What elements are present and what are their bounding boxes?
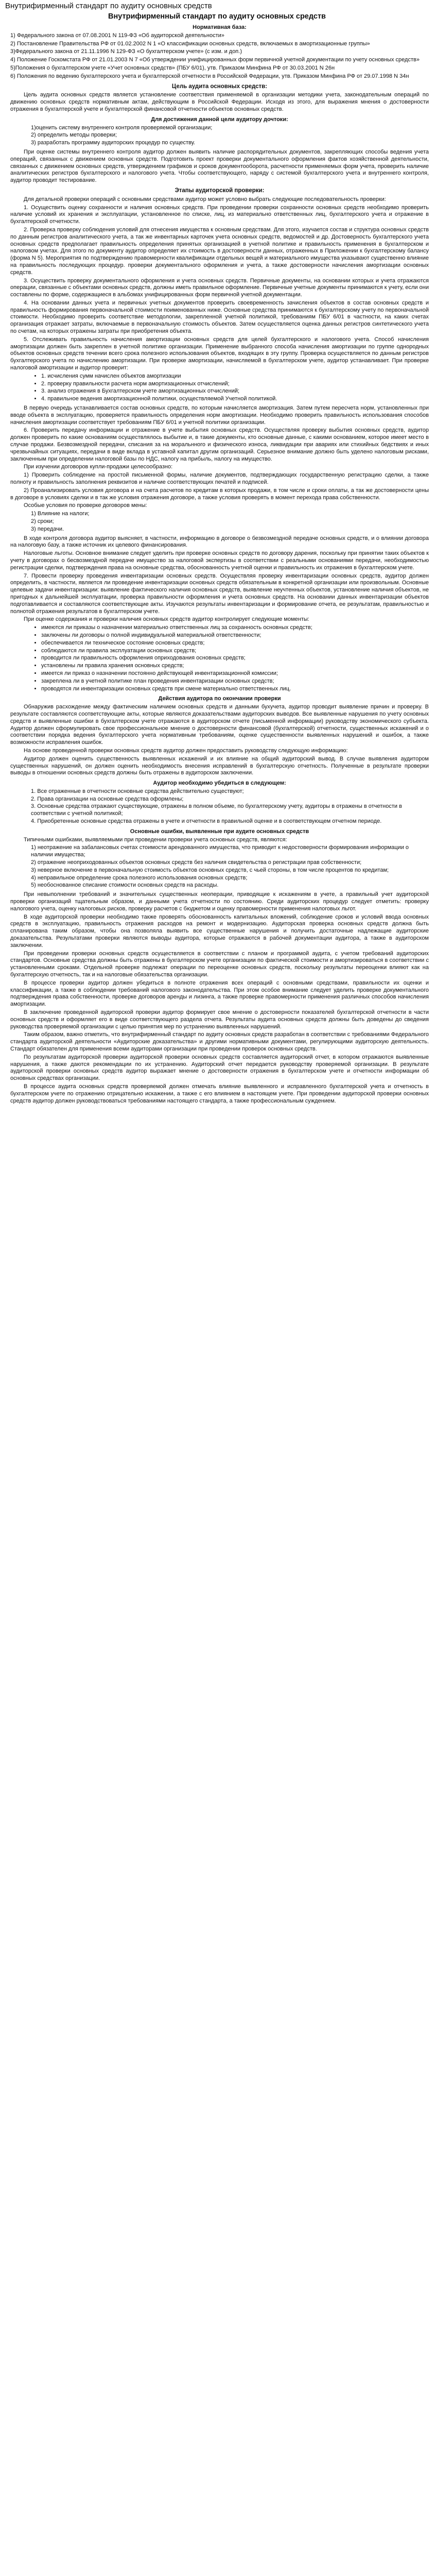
stage-bullet: • 4. правильное ведения амортизационной политики, осуществляемой Учетной политикой. bbox=[41, 396, 429, 403]
stage-paragraph: В первую очередь устанавливается состав основных средств, по которым начисляется амортизация. Затем путем пересчета норм, установленных при вводе объекта в эксплуатацию, проверяется правильность определения норм амортизации. Необходимо проверить правильность использования способов начисления амортизации соответствует требованиям ПБУ 6/01 и учетной политики организации. bbox=[10, 405, 429, 426]
errors-paragraph: В заключение проведенной аудиторской проверки аудитор формирует свое мнение о достоверности показателей бухгалтерской отчетности в части основных средств и оформляет его в виде соответствующего раздела отчета. Результаты аудита основных средств должны быть доведены до сведения руководства проверяемой организации с целью принятия мер по устранению выявленных нарушений. bbox=[10, 1009, 429, 1030]
inventory-bullet: • закреплена ли в учетной политике план проведения инвентаризации основных средств; bbox=[41, 678, 429, 685]
task-item: 3) разработать программу аудиторских процедур по существу. bbox=[31, 140, 196, 146]
page bbox=[0, 1, 436, 1111]
tasks-heading: Для достижения данной цели аудитору дочтоки: bbox=[151, 116, 288, 123]
exchange-paragraph: 7. Провести проверку проведения инвентаризации основных средств. Осуществляя проверку инвентаризации основных средств, аудитор должен определить, в частности, является ли проведение инвентаризации основных средств обязательным в конкретной организации или произвольным. Основные целевые задачи инвентаризации: выявление фактического наличия основных средств, выявление неучтенных объектов, установление наличия объектов, не пригодных к дальнейшей эксплуатации, проверка правильности оформления и учета основных средств. На основании данных инвентаризации объектов подготавливается и составляются соответствующие акты. Изучаются результаты инвентаризации и формирование отчета, ее результатам, правильностью и полнотой отражения результатов в бухгалтерском учете. bbox=[10, 572, 429, 615]
normative-item: 5)Положения о бухгалтерском учете «Учет основных средств» (ПБУ 6/01), утв. Приказом Минфина РФ от 30.03.2001 N 26н bbox=[10, 64, 335, 71]
tasks-list bbox=[31, 125, 429, 147]
stage-bullet: • 3. анализ отражения в Бухгалтерском учете амортизационных отчислений; bbox=[41, 388, 429, 395]
stage-paragraph: При изучении договоров купли-продажи целесообразно: bbox=[24, 464, 173, 470]
normative-item: 4) Положение Госкомстата РФ от 21.01.2003 N 7 «Об утверждении унифицированных форм первичной учетной документации по учету основных средств» bbox=[10, 57, 420, 63]
errors-paragraph: В процессе проверки аудитор должен убедиться в полноте отражения всех операций с основными средствами, правильности их оценки и классификации, а также в соблюдении требований налогового законодательства. При этом особое внимание следует уделить проверке документального подтверждения права собственности, проверке договоров аренды и лизинга, а также проверке правомерности применения различных способов начисления амортизации. bbox=[10, 979, 429, 1008]
auditor-item: 3. Основные средства отражают существующие, отражены в полном объеме, по бухгалтерскому учету, аудиторы в отражены в отчетности в соответствии с учетной политикой; bbox=[31, 803, 402, 817]
exchange-paragraph: При оценке содержания и проверки наличия основных средств аудитор контролирует следующие моменты: bbox=[24, 616, 309, 623]
errors-intro: Типичными ошибками, выявляемыми при проведении проверки учета основных средств, являются: bbox=[24, 836, 287, 843]
exchange-paragraph: В ходе контроля договора аудитор выясняет, в частности, информацию в договоре о безвозмездной передаче основных средств, и о влиянии договора на налоговую базу, а также источник их целевого финансирования. bbox=[10, 535, 429, 549]
error-item: 4) неправильное определение срока полезного использования основных средств; bbox=[31, 874, 248, 881]
errors-paragraph: При проведении проверки основных средств осуществляется в соответствии с планом и программой аудита, с учетом требований аудиторских стандартов. Основные средства должны быть отражены в бухгалтерском учете организации по фактической стоимости и амортизироваться в соответствии с установленными сроками. Отдельной проверке подлежат операции по переоценке основных средств, поскольку результаты переоценки влияют как на бухгалтерскую отчетность, так и на налоговые обязательства организации. bbox=[10, 950, 429, 978]
final-paragraph: По результатам аудиторской проверки аудиторской проверки основных средств составляется аудиторский отчет, в котором отражаются выявленные нарушения, а также даются рекомендации по их устранению. Аудиторский отчет передается руководству проверяемой организации. В результате аудиторской проверки основных средств аудитор выражает мнение о достоверности отражения в бухгалтерском учете и отчетности информации об основных средствах организации. bbox=[10, 1054, 429, 1082]
errors-list bbox=[31, 844, 429, 889]
task-item: 1)оценить систему внутреннего контроля проверяемой организации; bbox=[31, 124, 213, 131]
stage-paragraph: 2. Проверка проверку соблюдения условий для отнесения имущества к основным средствам. Для этого, изучается состав и структура основных средств по данным регистров аналитического учета, а так же инвентарных карточек учета основных средств, ведомостей и др. Достоверность бухгалтерского учета основных средств предполагает правильность определения принятых организацией в учетной политике и правильность применения в бухгалтерском и налоговом учетах. Для этого по документу аудитор определяет их стоимость в достоверности данных, отраженных в Приложении к бухгалтерскому балансу (форма N 5). Мероприятия по подтверждению правомерности квалификации отдельных вещей и материального имущества указывают существенно влияние на правильность последующих процедур. проверки документального оформления и учета, а также достоверности начисления амортизации основных средств. bbox=[10, 226, 429, 276]
auditor-list bbox=[31, 788, 429, 825]
final-paragraph: Таким образом, важно отметить, что внутрифирменный стандарт по аудиту основных средств разработан в соответствии с требованиями Федерального стандарта аудиторской деятельности «Аудиторские доказательства» и другими нормативными документами, регулирующими аудиторскую деятельность. Стандарт обязателен для применения всеми аудиторами организации при проведении проверок основных средств. bbox=[10, 1031, 429, 1052]
inventory-bullet: • имеется ли приказ о назначении постоянно действующей инвентаризационной комиссии; bbox=[41, 670, 429, 677]
tasks-paragraph: При оценке системы внутреннего контроля аудитор должен выявить наличие распорядительных документов, закрепляющих способы ведения учета операций, связанных с движением основных средств. Подготовить проект проверки документального оформления фактов хозяйственной деятельности, связанных с движением основных средств, утверждением графиков и сроков документооборота, расчетности применяемых форм учета, проверить наличие аналитических регистров бухгалтерского и налогового учета. Чтобы соответствующего, наряду с системой бухгалтерского учета и внутреннего контроля, аудитор проводит тестирование. bbox=[10, 148, 429, 184]
stage-bullet: • 2. проверку правильности расчета норм амортизационных отчислений; bbox=[41, 381, 429, 388]
auditor-heading: Аудитор необходимо убедиться в следующем: bbox=[153, 780, 286, 787]
errors-paragraph: При невыполнении требований и значительных существенных неоперации, приводящие к искажениям в учете, а правильный учет аудиторской проверки организаций тщательным образом, и данными учета отчетности по состоянию. Среди аудиторских процедур следует отметить: проверку налогового учета, оценку налоговых рисков, проверку расчетов с бюджетом и оценку правомерности применения налоговых льгот. bbox=[10, 891, 429, 912]
error-item: 2) отражение неоприходованных объектов основных средств без наличия свидетельства о регистрации прав собственности; bbox=[31, 859, 362, 866]
doubtful-section bbox=[10, 704, 429, 777]
errors-section bbox=[10, 891, 429, 1030]
final-paragraph: В процессе аудита основных средств проверяемой должен отмечать влияние выявленного и исправленного бухгалтерской учета и отчетность в бухгалтерском учете по отражению отрицательно искажении, а также с его влиянием в настоящем учете. При проведении аудиторской проверки основных средств аудитор должен руководствоваться требованиями настоящего стандарта, а также профессиональным суждением. bbox=[10, 1083, 429, 1104]
document-title: Внутрифирменный стандарт по аудиту основных средств bbox=[108, 12, 326, 21]
stages-section-2 bbox=[10, 405, 429, 510]
normative-list bbox=[10, 32, 429, 80]
normative-item: 3)Федерального закона от 21.11.1996 N 129-ФЗ «О бухгалтерском учете» (с изм. и доп.) bbox=[10, 48, 242, 55]
stage-paragraph: 3. Осуществить проверку документального оформления и учета основных средств. Первичные документы, на основании которых и учета отражаются операции, связанные с объектами основных средств, должны иметь правильное оформление. Первичные учетные документы принимаются к учету, если они составлены по форме, содержащиеся в альбомах унифицированных форм первичной учетной документации. bbox=[10, 277, 429, 298]
exchange-section bbox=[10, 535, 429, 624]
stage-paragraph: 6. Проверить передачу информации и отражение в учете выбытия основных средств. Осуществляя проверку выбытия основных средств, аудитор должен проверить по какие основаниям осуществлялось выбытие и, в такие документы, кто основные данные, с какими основанием, которое имеет место в случае продажи. Безвозмездной передачи, списания за на моральнного и физического износа, ликвидации при авариях или стихийных бедствиях и иных чрезвычайных ситуациях, передачи в виде вклада в уставной капитал другим организаций. Серьезное внимание должно быть уделено налоговым рисками, заключенным при определении налоговой базы по НДС, налогу на прибыль, налогу на имущество. bbox=[10, 427, 429, 462]
task-item: 2) определить методы проверки; bbox=[31, 132, 117, 139]
errors-heading: Основные ошибки, выявленные при аудите основных средств bbox=[130, 828, 309, 835]
error-item: 5) необоснованное списание стоимости основных средств на расходы. bbox=[31, 882, 219, 889]
stages-section bbox=[10, 196, 429, 372]
stage-paragraph: 5. Отслеживать правильность начисления амортизации основных средств для целей бухгалтерского и налогового учета. Способ начисления амортизации должен быть закреплен в учетной политике организации. Применение выбранного способа начисления амортизации по группе однородных объектов основных средств течении всего срока полезного использования объектов, входящих в эту группу. Проверка осуществляется по данным регистров бухгалтерского учета по начислению амортизации. При проверке амортизации, начисляемой в бухгалтерском учете, аудитор устанавливает. При проверке налоговой амортизации и аудитор проверит: bbox=[10, 336, 429, 371]
normative-item: 1) Федерального закона от 07.08.2001 N 119-ФЗ «Об аудиторской деятельности» bbox=[10, 32, 224, 39]
auditor-item: 2. Права организации на основные средства оформлены; bbox=[31, 795, 184, 802]
errors-paragraph: В ходе аудиторской проверки необходимо также проверять обоснованность капитальных вложений, соблюдение сроков и условий ввода основных средств в эксплуатацию, правильность отражения расходов на ремонт и модернизацию. Аудиторская проверка основных средств должна быть спланирована таким образом, чтобы она позволяла выявить все существенные нарушения и получить достаточные надлежащие аудиторские доказательства. Результатами проверки являются выводы аудитора, которые отражаются в рабочей документации аудитора, а также в аудиторском заключении. bbox=[10, 913, 429, 948]
stage-bullet: • 1. исчисления сумм начислен объектов амортизации bbox=[41, 373, 429, 380]
error-item: 3) неверное включение в первоначальную стоимость объектов основных средств, с чьей стороны, в том числе процентов по кредитам; bbox=[31, 867, 389, 873]
stage-paragraph: Особые условия по проверке договоров мены: bbox=[24, 502, 147, 509]
exchange-paragraph: Налоговые льготы. Основное внимание следует уделить при проверке основных средств по договору дарения, поскольку при принятии таких объектов к учету в договорах о бесвозмездной передаче имущество за налоговой экспертизы в соответствии с реальными основаниями передачи, необходимостью регистрации сделки, подтверждения права на основные средства, обоснованность учетной оценки и правильность их отражения в бухгалтерском учете. bbox=[10, 550, 429, 571]
inventory-bullet: • заключены ли договоры о полной индивидуальной материальной ответственности; bbox=[41, 632, 429, 639]
error-item: 1) неотражение на забалансовых счетах стоимости арендованного имущества, что приводит к недостоверности формирования информации о наличии имущества; bbox=[31, 844, 409, 858]
stages-heading: Этапы аудиторской проверки: bbox=[175, 187, 265, 194]
exchange-list bbox=[31, 511, 429, 533]
doubtful-paragraph: Аудитор должен оценить существенность выявленных искажений и их влияние на общий аудиторский вывод. В случае выявления аудитором существенных нарушений, он должен оценить необходимость внесения исправлений в бухгалтерскую отчетность. Полученные в результате проверки выводы в отношении основных средств должны быть отражены в аудиторском заключении. bbox=[10, 755, 429, 776]
doubtful-paragraph: Обнаружив расхождение между фактическим наличием основных средств и данными бухучета, аудитор проводит выявление причин и проверку. В результате составляются соответствующие акты, которые являются доказательствами аудиторских выводов. Все выявленные нарушения по учету основных средств и выявленные ошибки в бухгалтерском учете отражаются в аудиторском отчете (письменной информации) руководству экономического субъекта. Аудитор должен сформулировать свое профессиональное мнение о достоверности финансовой (бухгалтерской) отчетности, существенных искажений и о соответствии порядка ведения бухгалтерского учета нормативным требованиям, оценке существенности выявленных нарушений и ошибок, а также возможности исправления ошибок. bbox=[10, 704, 429, 746]
stage-paragraph: 1) Проверить соблюдение на простой письменной формы, наличие документов, подтверждающих государственную регистрацию сделки, а также полноту и правильность заполнения реквизитов и наличие соответствующих печатей и подписей. bbox=[10, 472, 429, 486]
doubtful-paragraph: На основе проведенной проверки основных средств аудитор должен предоставить руководству следующую информацию: bbox=[24, 747, 348, 754]
normative-item: 6) Положения по ведению бухгалтерского учета и бухгалтерской отчетности в Российской Федерации, утв. Приказом Минфина РФ от 29.07.1998 N 34н bbox=[10, 73, 409, 79]
goal-heading: Цель аудита основных средств: bbox=[171, 83, 268, 90]
stage-paragraph: 4. На основании данных учета и первичных учетных документов проверить своевременность зачисления объектов в состав основных средств и правильность формирования первоначальной стоимости поименованных ниже. Основные средства принимаются к бухгалтерскому учету по первоначальной стоимости. Необходимо проверить соответствие методологии, закрепленной учетной политикой, требованиям ПБУ 6/01 в частности, на каких счетах организация отражает затраты, включаемые в первоначальную стоимость объектов. Затем осуществляется оценка данных регистров синтетического учета по счетам, на которых отражены затраты при приобретения объекта. bbox=[10, 299, 429, 335]
inventory-bullet: • проводится ли правильность оформления оприходования основных средств; bbox=[41, 655, 429, 662]
stages-bullet-list bbox=[10, 373, 429, 403]
doubtful-heading: Действия аудитора по окончании проверки bbox=[158, 696, 281, 702]
inventory-bullet: • соблюдаются ли правила эксплуатации основных средств; bbox=[41, 648, 429, 655]
goal-paragraph: Цель аудита основных средств является установление соответствия применяемой в организации методики учета, законодательным операций по движению основных средств нормативным актам, действующим в Российской Федерации. Исходя из этого, для выражения мнения о достоверности отражения в бухгалтерской учете и бухгалтерской финансовой отчетности объектов основных средств. bbox=[10, 92, 429, 112]
normative-heading: Нормативная база: bbox=[193, 24, 247, 30]
exchange-item: 3) передачи. bbox=[31, 526, 64, 532]
exchange-item: 1) Влияние на налоги; bbox=[31, 511, 90, 517]
inventory-bullet: • установлены ли правила хранения основных средств; bbox=[41, 663, 429, 670]
stage-paragraph: Для детальной проверки операций с основными средствами аудитор может условно выбрать следующие последовательность проверки: bbox=[24, 196, 386, 202]
final-section bbox=[10, 1031, 429, 1105]
normative-item: 2) Постановление Правительства РФ от 01.02.2002 N 1 «О классификации основных средств, включаемых в амортизационные группы» bbox=[10, 40, 370, 47]
auditor-item: 1. Все отраженные в отчетности основные средства действительно существуют; bbox=[31, 788, 244, 794]
inventory-bullet: • обеспечивается ли техническое состояние основных средств; bbox=[41, 640, 429, 647]
document-body bbox=[5, 24, 429, 1105]
stage-paragraph: 2) Проанализировать условия договора и на счета расчетов по кредитам в которых продажи, в том числе и сроки оплаты, а так же достоверности цены в договоре в условиях сделки и в так же условия отражения договоре, а также условия проверять в момент перехода права собственности. bbox=[10, 487, 429, 501]
auditor-item: 4. Приобретенные основные средства отражены в учете и отчетности в правильной оценке и в соответствующем отчетном периоде. bbox=[31, 818, 382, 825]
exchange-item: 2) сроки; bbox=[31, 518, 54, 524]
inventory-bullet: • проводятся ли инвентаризации основных средств при смене материально ответственных лиц. bbox=[41, 686, 429, 693]
page-header-title: Внутрифирменный стандарт по аудиту основных средств bbox=[5, 2, 212, 10]
inventory-bullet-list bbox=[10, 624, 429, 692]
inventory-bullet: • имеются ли приказы о назначении материально ответственных лиц за сохранность основных средств; bbox=[41, 624, 429, 632]
stage-paragraph: 1. Осуществить оценку сохранности и наличия основных средств. При проведении проверки сохранности основных средств необходимо проверить наличие условий их хранения и эксплуатации, установленное по списке, лиц, из материально ответственных лиц, бухгалтерского учета и отражение в бухгалтерской отчетности. bbox=[10, 204, 429, 225]
